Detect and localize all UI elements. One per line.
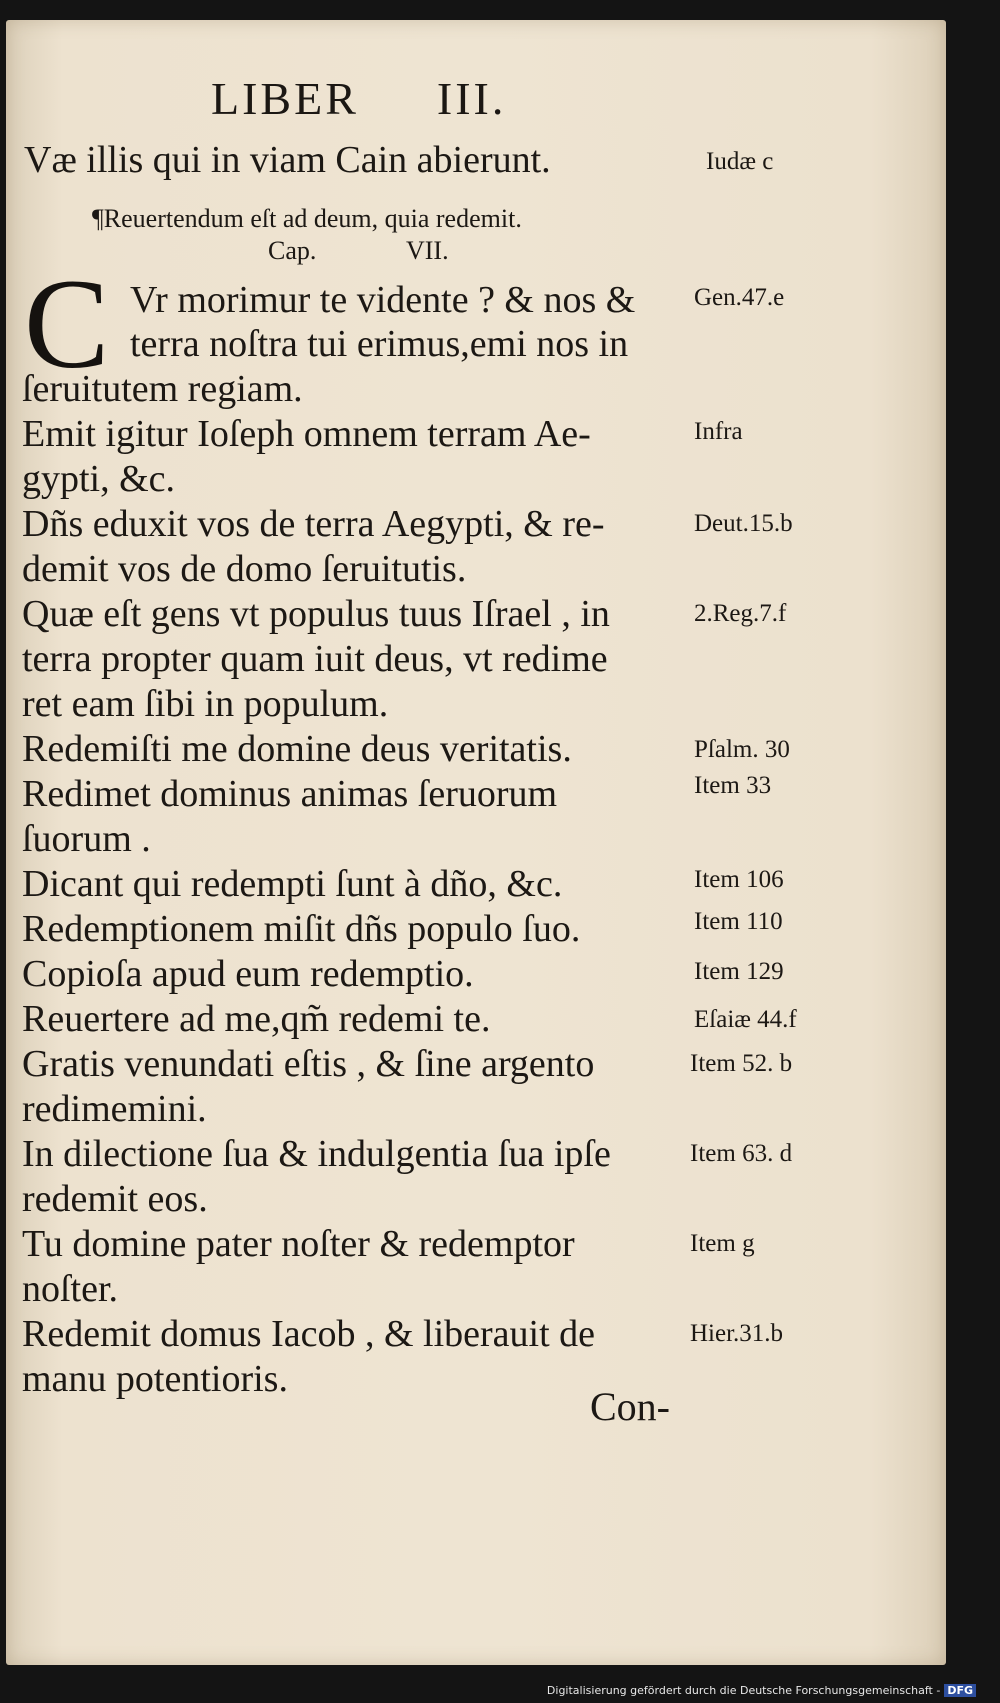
- text-line: Dñs eduxit vos de terra Aegypti, & re-: [22, 503, 605, 545]
- running-head: [211, 72, 506, 125]
- drop-cap: C: [24, 253, 110, 395]
- text-line: Redemptionem miſit dñs populo ſuo.: [22, 908, 581, 950]
- text-line: Vr morimur te vidente ? & nos &: [130, 279, 636, 321]
- text-line: In dilectione ſua & indulgentia ſua ipſe: [22, 1133, 611, 1175]
- running-head-title: LIBER: [211, 73, 359, 124]
- text-line: ſuorum .: [22, 818, 151, 860]
- margin-note: Eſaiæ 44.f: [694, 1006, 797, 1033]
- text-line: ret eam ſibi in populum.: [22, 683, 389, 725]
- text-line: gypti, &c.: [22, 458, 176, 500]
- text-line: Reuertere ad me,qm̃ redemi te.: [22, 998, 491, 1040]
- chapter-heading: ¶Reuertendum eſt ad deum, quia redemit.: [92, 204, 522, 233]
- margin-note: Item 110: [694, 908, 783, 935]
- margin-note: Gen.47.e: [694, 284, 785, 311]
- text-line: Redemiſti me domine deus veritatis.: [22, 728, 572, 770]
- margin-note: Item 52. b: [690, 1050, 793, 1077]
- text-line: Copioſa apud eum redemptio.: [22, 953, 474, 995]
- chapter-number: VII.: [406, 236, 449, 265]
- book-page: [6, 20, 946, 1665]
- margin-note: 2.Reg.7.f: [694, 600, 787, 627]
- margin-note: Item 106: [694, 866, 784, 893]
- text-line: terra noſtra tui erimus,emi nos in: [130, 323, 629, 365]
- text-line: noſter.: [22, 1268, 119, 1310]
- digitization-credit: [547, 1684, 976, 1697]
- margin-note: Item 129: [694, 958, 784, 985]
- text-line: Redemit domus Iacob , & liberauit de: [22, 1313, 596, 1355]
- text-line: Dicant qui redempti ſunt à dño, &c.: [22, 863, 563, 905]
- margin-note: Iudæ c: [706, 148, 774, 175]
- margin-note: Item g: [690, 1230, 755, 1257]
- chapter-cap-label: Cap.: [268, 236, 317, 265]
- text-line: demit vos de domo ſeruitutis.: [22, 548, 467, 590]
- text-line: Gratis venundati eſtis , & ſine argento: [22, 1043, 595, 1085]
- text-line: Quæ eſt gens vt populus tuus Iſrael , in: [22, 593, 610, 635]
- text-line: redemit eos.: [22, 1178, 208, 1220]
- credit-text: Digitalisierung gefördert durch die Deutsche Forschungsgemeinschaft -: [546, 1684, 941, 1697]
- text-line: terra propter quam iuit deus, vt redime: [22, 638, 608, 680]
- text-line: redimemini.: [22, 1088, 207, 1130]
- margin-note: Deut.15.b: [694, 510, 793, 537]
- text-line: Væ illis qui in viam Cain abierunt.: [24, 139, 551, 181]
- catchword: Con-: [590, 1384, 670, 1429]
- margin-note: Hier.31.b: [690, 1320, 784, 1347]
- text-line: ſeruitutem regiam.: [22, 368, 303, 410]
- running-head-numeral: III.: [436, 73, 507, 124]
- text-line: Tu domine pater noſter & redemptor: [22, 1223, 575, 1265]
- margin-note: Item 63. d: [690, 1140, 793, 1167]
- text-line: Emit igitur Ioſeph omnem terram Ae-: [22, 413, 591, 455]
- dfg-logo: DFG: [944, 1684, 976, 1697]
- margin-note: Item 33: [694, 772, 772, 799]
- margin-note: Infra: [694, 418, 743, 445]
- margin-note: Pſalm. 30: [694, 736, 790, 763]
- text-line: Redimet dominus animas ſeruorum: [22, 773, 558, 815]
- text-line: manu potentioris.: [22, 1358, 288, 1400]
